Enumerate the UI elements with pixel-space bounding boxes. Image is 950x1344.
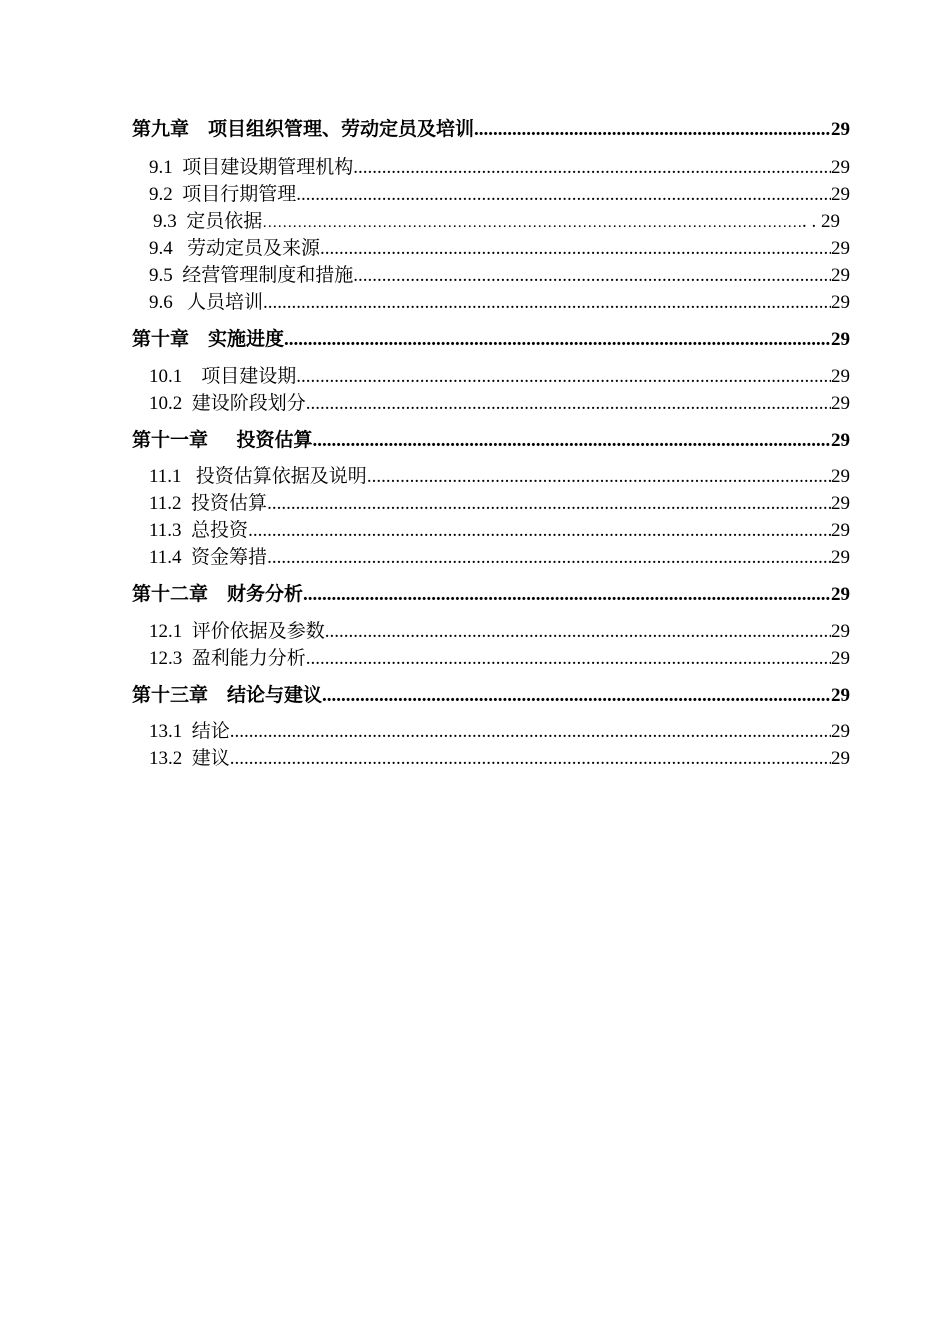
section-gap — [182, 520, 192, 542]
dot-leader — [313, 430, 831, 452]
chapter-number: 第十章 — [132, 329, 190, 350]
page-number: 29 — [831, 748, 850, 769]
dot-leader — [353, 265, 831, 287]
page-number: 29 — [831, 329, 850, 350]
section-title: 建议 — [191, 748, 230, 769]
section-gap — [182, 547, 192, 569]
dot-leader — [262, 211, 802, 233]
dot-leader — [230, 721, 831, 743]
toc-section-9-1[interactable] — [149, 152, 850, 179]
section-title: 项目建设期 — [201, 366, 297, 387]
section-number: 12.1 — [149, 621, 183, 642]
dot-leader — [267, 547, 831, 569]
toc-chapter-11[interactable] — [132, 425, 850, 452]
section-title: 投资估算依据及说明 — [195, 466, 367, 487]
section-title: 总投资 — [191, 520, 249, 541]
section-title: 人员培训 — [187, 292, 264, 313]
page-number: 29 — [831, 584, 850, 605]
dot-leader — [303, 584, 831, 606]
section-title: 建设阶段划分 — [191, 393, 306, 414]
dot-leader — [296, 366, 831, 388]
toc-chapter-13[interactable] — [132, 680, 850, 707]
dot-leader — [474, 119, 831, 141]
toc-section-9-6[interactable] — [149, 287, 850, 314]
chapter-title: 投资估算 — [236, 430, 313, 451]
section-gap — [182, 621, 192, 643]
page-number: 29 — [831, 184, 850, 205]
page-number: 29 — [831, 466, 850, 487]
dot-leader — [325, 621, 831, 643]
chapter-gap — [208, 584, 227, 606]
toc-section-10-2[interactable] — [149, 388, 850, 415]
section-number: 9.3 — [153, 211, 177, 232]
section-title: 投资估算 — [191, 493, 268, 514]
page-number: 29 — [831, 520, 850, 541]
section-number: 9.1 — [149, 157, 173, 178]
section-number: 10.1 — [149, 366, 183, 387]
chapter-number: 第九章 — [132, 119, 190, 140]
toc-section-12-1[interactable] — [149, 616, 850, 643]
section-title: 资金筹措 — [191, 547, 268, 568]
page-number: 29 — [831, 493, 850, 514]
page-number: 29 — [831, 648, 850, 669]
section-number: 9.4 — [149, 238, 173, 259]
section-number: 11.4 — [149, 547, 182, 568]
section-title: 项目建设期管理机构 — [182, 157, 354, 178]
section-gap — [173, 265, 183, 287]
section-number: 11.1 — [149, 466, 182, 487]
section-number: 11.3 — [149, 520, 182, 541]
section-number: 13.1 — [149, 721, 183, 742]
page-number: 29 — [831, 547, 850, 568]
dot-leader — [267, 493, 831, 515]
chapter-title: 结论与建议 — [227, 685, 323, 706]
section-gap — [182, 393, 192, 415]
dot-leader — [322, 685, 831, 707]
page-number: 29 — [831, 238, 850, 259]
section-gap — [177, 211, 187, 233]
toc-section-13-2[interactable] — [149, 743, 850, 770]
section-gap — [182, 748, 192, 770]
chapter-title: 项目组织管理、劳动定员及培训 — [208, 119, 475, 140]
page-number: 29 — [831, 366, 850, 387]
chapter-number: 第十三章 — [132, 685, 209, 706]
page-number: 29 — [831, 157, 850, 178]
dot-leader — [306, 393, 831, 415]
page-number: 29 — [831, 621, 850, 642]
page-number: 29 — [831, 685, 850, 706]
dot-leader — [296, 184, 831, 206]
section-gap — [173, 238, 187, 260]
toc-section-12-3[interactable] — [149, 643, 850, 670]
section-gap — [173, 292, 187, 314]
chapter-title: 实施进度 — [208, 329, 285, 350]
section-title: 结论 — [191, 721, 230, 742]
toc-section-9-2[interactable] — [149, 179, 850, 206]
chapter-gap — [208, 685, 227, 707]
dot-leader — [230, 748, 831, 770]
section-gap — [182, 366, 201, 388]
dot-leader — [306, 648, 831, 670]
section-number: 12.3 — [149, 648, 183, 669]
toc-section-9-3[interactable] — [153, 206, 840, 233]
page-number: 29 — [831, 292, 850, 313]
dot-leader — [284, 329, 831, 351]
chapter-number: 第十一章 — [132, 430, 209, 451]
page-number: . . 29 — [802, 211, 840, 232]
toc-section-9-5[interactable] — [149, 260, 850, 287]
toc-section-11-4[interactable] — [149, 542, 850, 569]
chapter-title: 财务分析 — [227, 584, 304, 605]
section-gap — [173, 157, 183, 179]
dot-leader — [320, 238, 831, 260]
section-gap — [182, 466, 196, 488]
toc-chapter-10[interactable] — [132, 324, 850, 351]
section-gap — [182, 648, 192, 670]
section-title: 定员依据 — [186, 211, 263, 232]
dot-leader — [353, 157, 831, 179]
page-number: 29 — [831, 430, 850, 451]
section-number: 13.2 — [149, 748, 183, 769]
section-title: 经营管理制度和措施 — [182, 265, 354, 286]
chapter-gap — [189, 119, 208, 141]
section-number: 11.2 — [149, 493, 182, 514]
toc-section-11-2[interactable] — [149, 488, 850, 515]
section-number: 9.5 — [149, 265, 173, 286]
toc-section-11-1[interactable] — [149, 461, 850, 488]
page-number: 29 — [831, 265, 850, 286]
toc-section-10-1[interactable] — [149, 361, 850, 388]
section-gap — [182, 493, 192, 515]
dot-leader — [263, 292, 831, 314]
dot-leader — [367, 466, 831, 488]
chapter-gap — [189, 329, 208, 351]
toc-chapter-9[interactable] — [132, 114, 850, 141]
dot-leader — [248, 520, 831, 542]
section-number: 9.2 — [149, 184, 173, 205]
section-title: 评价依据及参数 — [191, 621, 325, 642]
toc-section-9-4[interactable] — [149, 233, 850, 260]
page-number: 29 — [831, 393, 850, 414]
chapter-number: 第十二章 — [132, 584, 209, 605]
section-title: 劳动定员及来源 — [187, 238, 321, 259]
toc-section-13-1[interactable] — [149, 716, 850, 743]
section-gap — [173, 184, 183, 206]
toc-chapter-12[interactable] — [132, 579, 850, 606]
chapter-gap — [208, 430, 237, 452]
toc-section-11-3[interactable] — [149, 515, 850, 542]
page-number: 29 — [831, 119, 850, 140]
section-number: 10.2 — [149, 393, 183, 414]
section-title: 盈利能力分析 — [191, 648, 306, 669]
page-number: 29 — [831, 721, 850, 742]
section-gap — [182, 721, 192, 743]
section-number: 9.6 — [149, 292, 173, 313]
section-title: 项目行期管理 — [182, 184, 297, 205]
